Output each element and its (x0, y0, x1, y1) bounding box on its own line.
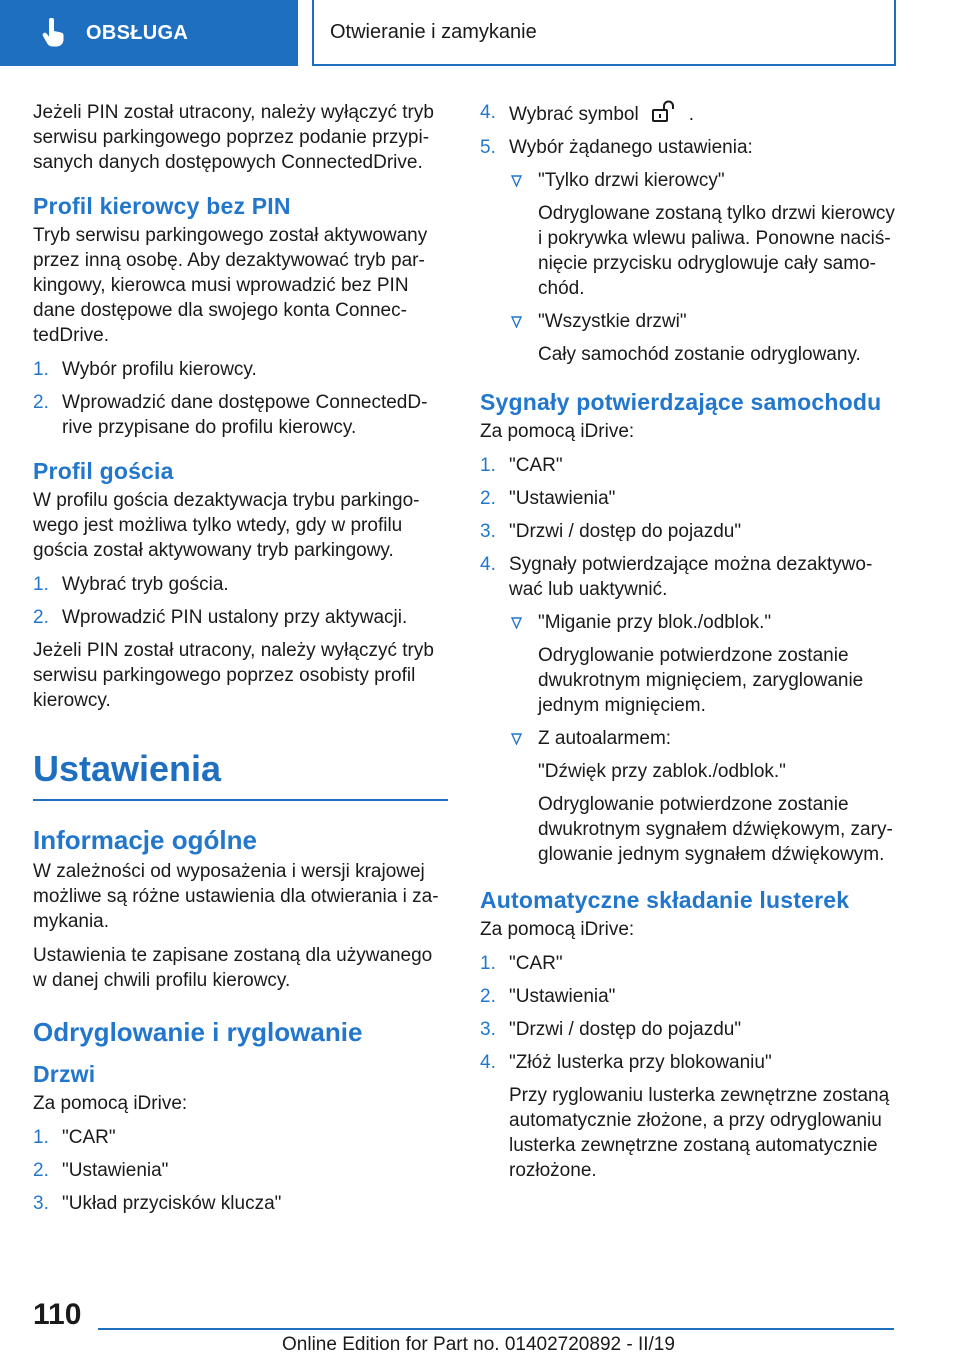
list-item (33, 1191, 448, 1216)
list-item (33, 390, 448, 440)
step-text: Wprowadzić dane dostępowe ConnectedD-rive przypisane do profilu kierowcy. (62, 392, 428, 438)
list-item (480, 486, 898, 511)
general-text-2: Ustawienia te zapisane zostaną dla używanego w danej chwili profilu kierowcy. (33, 945, 433, 991)
step-number: 2. (480, 488, 496, 509)
general-text-1: W zależności od wyposażenia i wersji krajowej możliwe są różne ustawienia dla otwierania i za-mykania. (33, 861, 439, 932)
step-text: "Drzwi / dostęp do pojazdu" (509, 1019, 742, 1040)
step-number: 1. (480, 455, 496, 476)
list-item (33, 1158, 448, 1183)
option-item (509, 610, 898, 718)
footer-divider (98, 1328, 894, 1330)
doors-steps-continued (480, 100, 898, 367)
step-number: 2. (33, 392, 49, 413)
heading-mirror-folding: Automatyczne składanie lusterek (480, 887, 850, 913)
option-item (509, 309, 898, 367)
intro-paragraph: Jeżeli PIN został utracony, należy wyłączyć tryb serwisu parkingowego poprzez podanie przypi-sanych danych dostępowych ConnectedDrive. (33, 102, 434, 173)
list-item (33, 605, 448, 630)
option-label: "Miganie przy blok./odblok." (538, 612, 772, 633)
step-text: "CAR" (509, 455, 563, 476)
doors-intro: Za pomocą iDrive: (33, 1093, 188, 1114)
step-text: "CAR" (62, 1127, 116, 1148)
heading-unlock-lock: Odryglowanie i ryglowanie (33, 1017, 363, 1047)
heading-profile-no-pin: Profil kierowcy bez PIN (33, 193, 291, 219)
option-description: Odryglowane zostaną tylko drzwi kierowcy i pokrywka wlewu paliwa. Ponowne naciś-nięcie przycisku odryglowuje cały samo-chód. (538, 203, 895, 299)
heading-settings: Ustawienia (33, 747, 448, 801)
page-number: 110 (33, 1298, 82, 1331)
step-text: "Ustawienia" (62, 1160, 169, 1181)
step-text: Wybór żądanego ustawienia: (509, 137, 753, 158)
triangle-bullet-icon (511, 175, 522, 187)
list-item (480, 1050, 898, 1183)
door-options (509, 168, 898, 367)
triangle-bullet-icon (511, 733, 522, 745)
guest-profile-steps (33, 572, 448, 630)
list-item (480, 100, 898, 127)
signal-options (509, 610, 898, 867)
step-text: Wprowadzić PIN ustalony przy aktywacji. (62, 607, 408, 628)
guest-profile-text: W profilu gościa dezaktywacja trybu parkingo-wego jest możliwa tylko wtedy, gdy w profilu gościa został aktywowany tryb parkingowy. (33, 490, 420, 561)
chapter-tab[interactable] (0, 0, 298, 66)
signals-steps (480, 453, 898, 867)
list-item (480, 135, 898, 367)
step-number: 1. (33, 574, 49, 595)
step-text: Sygnały potwierdzające można dezaktywo-wać lub uaktywnić. (509, 554, 873, 600)
step-number: 3. (480, 1019, 496, 1040)
left-column (33, 100, 448, 1224)
step-number: 1. (33, 1127, 49, 1148)
step-text: "Drzwi / dostęp do pojazdu" (509, 521, 742, 542)
list-item (480, 552, 898, 867)
chapter-tab-label: OBSŁUGA (86, 21, 189, 44)
step-subtext: Przy ryglowaniu lusterka zewnętrzne zostaną automatycznie złożone, a przy odryglowaniu lusterka zewnętrzne zostaną automatycznie rozłożone. (509, 1085, 890, 1181)
step-number: 2. (33, 607, 49, 628)
step-text: "Ustawienia" (509, 488, 616, 509)
step-text: "Układ przycisków klucza" (62, 1193, 282, 1214)
chapter-title: Otwieranie i zamykanie (312, 0, 896, 66)
step-text: Wybór profilu kierowcy. (62, 359, 257, 380)
heading-general-info: Informacje ogólne (33, 825, 257, 855)
step-number: 3. (480, 521, 496, 542)
list-item (480, 453, 898, 478)
step-text: Wybrać tryb gościa. (62, 574, 229, 595)
list-item (33, 572, 448, 597)
step-text: "Ustawienia" (509, 986, 616, 1007)
option-item (509, 168, 898, 301)
step-number: 4. (480, 1052, 496, 1073)
step-number: 4. (480, 554, 496, 575)
heading-doors: Drzwi (33, 1061, 96, 1087)
option-label: Z autoalarmem: (538, 728, 672, 749)
option-label: "Tylko drzwi kierowcy" (538, 170, 725, 191)
list-item (480, 984, 898, 1009)
right-column (480, 100, 898, 1191)
step-number: 3. (33, 1193, 49, 1214)
step-number: 1. (480, 953, 496, 974)
step-number: 5. (480, 137, 496, 158)
step-text: "CAR" (509, 953, 563, 974)
mirrors-steps (480, 951, 898, 1183)
step-number: 2. (480, 986, 496, 1007)
step-text: Wybrać symbol (509, 104, 639, 125)
profile-no-pin-text: Tryb serwisu parkingowego został aktywowany przez inną osobę. Aby dezaktywować tryb par-kingowy, kierowca musi wprowadzić bez PIN dane dostępowe dla swojego konta Connec-tedDrive. (33, 225, 428, 346)
option-item (509, 726, 898, 867)
list-item (480, 1017, 898, 1042)
guest-profile-after: Jeżeli PIN został utracony, należy wyłączyć tryb serwisu parkingowego poprzez osobisty profil kierowcy. (33, 640, 434, 711)
triangle-bullet-icon (511, 316, 522, 328)
mirrors-intro: Za pomocą iDrive: (480, 919, 635, 940)
step-text: "Złóż lusterka przy blokowaniu" (509, 1052, 772, 1073)
list-item (33, 1125, 448, 1150)
option-description: Odryglowanie potwierdzone zostanie dwukrotnym sygnałem dźwiękowym, zary-glowanie jednym sygnałem dźwiękowym. (538, 794, 893, 865)
list-item (33, 357, 448, 382)
step-number: 1. (33, 359, 49, 380)
triangle-bullet-icon (511, 617, 522, 629)
option-label: "Wszystkie drzwi" (538, 311, 687, 332)
heading-guest-profile: Profil gościa (33, 458, 174, 484)
heading-confirmation-signals: Sygnały potwierdzające samochodu (480, 389, 882, 415)
list-item (480, 519, 898, 544)
option-sublabel: "Dźwięk przy zablok./odblok." (538, 761, 786, 782)
step-number: 2. (33, 1160, 49, 1181)
doors-steps (33, 1125, 448, 1216)
pointing-hand-icon (40, 18, 66, 48)
option-description: Cały samochód zostanie odryglowany. (538, 344, 861, 365)
option-description: Odryglowanie potwierdzone zostanie dwukrotnym mignięciem, zaryglowanie jednym mignięciem. (538, 645, 864, 716)
list-item (480, 951, 898, 976)
footer-edition: Online Edition for Part no. 01402720892 - II/19 (282, 1334, 675, 1355)
step-number: 4. (480, 102, 496, 123)
unlocked-padlock-icon (651, 100, 677, 124)
profile-no-pin-steps (33, 357, 448, 440)
signals-intro: Za pomocą iDrive: (480, 421, 635, 442)
step-text-after: . (688, 104, 694, 125)
